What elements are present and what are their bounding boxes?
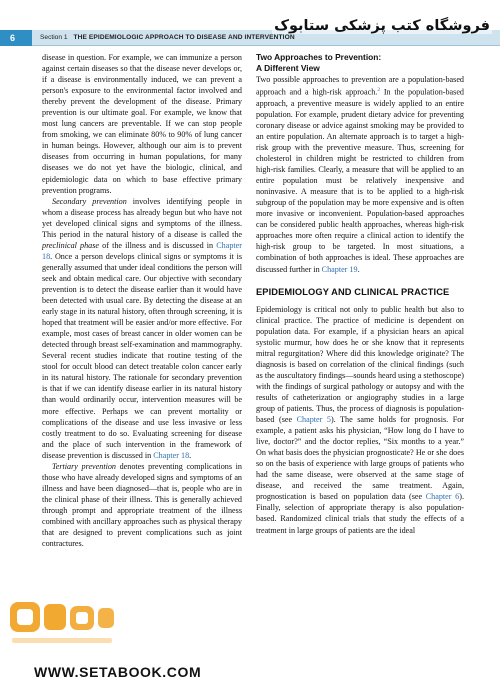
chapter-link[interactable]: Chapter 5 — [296, 415, 331, 425]
page-number: 6 — [0, 30, 32, 46]
reference-superscript[interactable]: 2 — [377, 87, 381, 94]
running-head-text — [40, 30, 295, 46]
term-preclinical-phase: preclinical phase — [42, 240, 99, 250]
chapter-link[interactable]: Chapter 6 — [425, 492, 460, 502]
paragraph-tertiary-prevention: Tertiary prevention denotes preventing complications in those who have already developed signs and symptoms of an illness and have been diagnosed—that is, people who are in the clinical phase of their illness. This is generally achieved through prompt and appropriate treatment of the illness combined with ancillary approaches such as physical therapy that are designed to prevent complications such as joint contractures. — [42, 461, 242, 549]
section-title: THE EPIDEMIOLOGIC APPROACH TO DISEASE AND INTERVENTION — [73, 34, 295, 41]
store-banner: فروشگاه کتب پزشکی ستابوک — [274, 18, 490, 34]
section-label: Section 1 — [40, 34, 68, 41]
chapter-link[interactable]: Chapter 18 — [42, 240, 242, 261]
paragraph-secondary-prevention: Secondary prevention involves identifying people in whom a disease process has already begun but who have not yet developed clinical signs and symptoms of the illness. This period in the natural history of a disease is called the preclinical phase of the illness and is discussed in Chapter 18. Once a person develops clinical signs or symptoms it is generally assumed that under ideal conditions the person will seek and obtain medical care. Our objective with secondary prevention is to detect the disease earlier than it would have been detected with usual care. By detecting the disease at an early stage in its natural history, often through screening, it is hoped that treatment will be easier and/or more effective. For example, most cases of breast cancer in older women can be detected through breast self-examination and mammography. Several recent studies indicate that routine testing of the stool for occult blood can detect treatable colon cancer early in its natural history. The rationale for secondary prevention is that if we can identify disease earlier in its natural history than would ordinarily occur, intervention measures will be more effective. Perhaps we can prevent mortality or complications of the disease and use less invasive or less costly treatment to do so. Evaluating screening for disease and the place of such intervention in the framework of disease prevention is discussed in Chapter 18. — [42, 196, 242, 460]
term-tertiary-prevention: Tertiary prevention — [52, 461, 116, 471]
right-column — [256, 52, 464, 536]
chapter-link[interactable]: Chapter 18 — [153, 450, 190, 460]
setabook-logo — [8, 594, 118, 660]
paragraph-two-approaches: Two possible approaches to prevention are a population-based approach and a high-risk approach.$^2$ In the population-based approach, a preventive measure is widely applied to an entire population. For example, prudent dietary advice for preventing coronary disease or advice against smoking may be provided to an entire population. An alternate approach is to target a high-risk group with the preventive measure. Thus, screening for cholesterol in children might be restricted to children from high-risk families. Clearly, a measure that will be applied to an entire population must be relatively inexpensive and noninvasive. A measure that is to be applied to a high-risk subgroup of the population may be more expensive and is often more invasive or inconvenient. Population-based approaches can be considered public health approaches, whereas high-risk approaches more often require a clinical action to identify the high-risk group to be targeted. In most situations, a combination of both approaches is ideal. These approaches are discussed further in Chapter 19. — [256, 75, 464, 274]
subheading-two-approaches: Two Approaches to Prevention: A Different View — [256, 52, 382, 73]
footer-url[interactable]: WWW.SETABOOK.COM — [34, 664, 202, 680]
left-column — [42, 52, 242, 549]
paragraph-primary-prevention-cont: disease in question. For example, we can immunize a person against certain diseases so that the disease never develops or, if a disease is environmentally induced, we can prevent a person's exposure to the environmental factor involved and thereby prevent the development of the disease. Primary prevention is our ultimate goal. For example, we know that most lung cancers are preventable. If we can stop people from smoking, we can eliminate 80% to 90% of lung cancer in human beings. However, although our aim is to prevent diseases from occurring in human populations, for many diseases we do not yet have the biologic, clinical, and epidemiologic data on which to base effective primary prevention programs. — [42, 53, 242, 195]
section-heading-clinical-practice: EPIDEMIOLOGY AND CLINICAL PRACTICE — [256, 286, 450, 297]
chapter-link[interactable]: Chapter 19 — [321, 264, 358, 274]
paragraph-clinical-practice: Epidemiology is critical not only to public health but also to clinical practice. The practice of medicine is dependent on population data. For example, if a physician hears an apical systolic murmur, how does he or she know that it represents mitral regurgitation? Where did this knowledge originate? The diagnosis is based on correlation of the clinical findings (such as the auscultatory findings—sounds heard using a stethoscope) with the findings of surgical pathology or autopsy and with the results of catheterization or angiography studies in a large group of patients. Thus, the process of diagnosis is population-based (see Chapter 5). The same holds for prognosis. For example, a patient asks his physician, “How long do I have to live, doctor?” and the doctor replies, “Six months to a year.” On what basis does the physician prognosticate? He or she does so on the basis of experience with large groups of patients who had the same disease, were observed at the same stage of disease, and received the same treatment. Again, prognostication is based on population data (see Chapter 6). Finally, selection of appropriate therapy is also population-based. Randomized clinical trials that study the effects of a treatment in large groups of patients are the ideal — [256, 304, 464, 535]
term-secondary-prevention: Secondary prevention — [52, 196, 127, 206]
